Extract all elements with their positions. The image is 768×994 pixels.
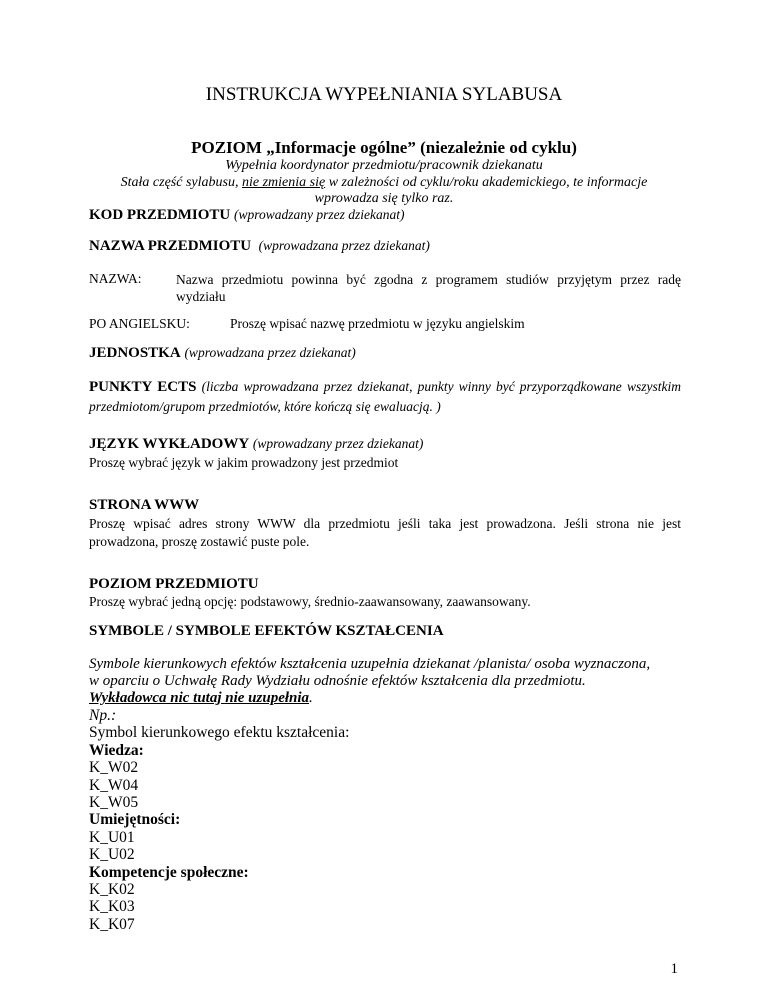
level-line-3: wprowadza się tylko raz. <box>314 191 454 206</box>
jednostka: JEDNOSTKA (wprowadzana przez dziekanat) <box>89 345 356 361</box>
page-title: INSTRUKCJA WYPEŁNIANIA SYLABUSA <box>205 84 563 105</box>
group-name: Wiedza: <box>89 741 144 759</box>
kod-przedmiotu: KOD PRZEDMIOTU (wprowadzany przez dziekanat) <box>89 207 405 223</box>
list-item: K_K02 <box>89 881 135 899</box>
strona-www: STRONA WWW <box>89 497 200 513</box>
group-name: Kompetencje społeczne: <box>89 863 249 881</box>
nazwa-label: NAZWA: <box>89 271 142 286</box>
symbole-line-3: Wykładowca nic tutaj nie uzupełnia. <box>89 690 313 706</box>
list-item: K_K07 <box>89 915 135 933</box>
list-item: K_W04 <box>89 776 139 794</box>
poziom-przedmiotu: POZIOM PRZEDMIOTU <box>89 576 259 592</box>
list-item: K_K03 <box>89 898 135 916</box>
angielski-desc: Proszę wpisać nazwę przedmiotu w języku angielskim <box>230 316 525 331</box>
list-item: K_W02 <box>89 759 139 777</box>
angielski-label: PO ANGIELSKU: <box>89 316 190 331</box>
page-number: 1 <box>670 961 678 977</box>
level-heading: POZIOM „Informacje ogólne” (niezależnie od cyklu) <box>191 138 577 157</box>
level-line-1: Wypełnia koordynator przedmiotu/pracownik dziekanatu <box>225 158 543 173</box>
symbole-line-2: w oparciu o Uchwałę Rady Wydziału odnośnie efektów kształcenia dla przedmiotu. <box>89 673 586 689</box>
jezyk-wykladowy: JĘZYK WYKŁADOWY (wprowadzany przez dziekanat) <box>89 436 424 452</box>
level-underlined: nie zmienia się <box>241 175 326 190</box>
nazwa-desc: Nazwa przedmiotu powinna być zgodna z programem studiów przyjętym przez radę wydziału <box>176 272 681 304</box>
symbol-label: Symbol kierunkowego efektu kształcenia: <box>89 724 350 742</box>
level-line-2: Stała część sylabusu, nie zmienia się w zależności od cyklu/roku akademickiego, te informacje <box>120 175 648 190</box>
punkty-ects: PUNKTY ECTS (liczba wprowadzana przez dziekanat, punkty winny być przyporządkowane wszystkim przedmiotom/grupom przedmiotów, które kończą się ewaluacją. ) <box>89 379 682 414</box>
list-item: K_U01 <box>89 828 135 846</box>
nazwa-przedmiotu: NAZWA PRZEDMIOTU (wprowadzana przez dziekanat) <box>89 238 430 254</box>
poziom-desc: Proszę wybrać jedną opcję: podstawowy, średnio-zaawansowany, zaawansowany. <box>89 594 531 609</box>
symbole-line-1: Symbole kierunkowych efektów kształcenia uzupełnia dziekanat /planista/ osoba wyznaczona, <box>89 656 651 672</box>
group-name: Umiejętności: <box>89 811 181 829</box>
efekty-list <box>89 707 349 933</box>
strona-www-desc: Proszę wpisać adres strony WWW dla przedmiotu jeśli taka jest prowadzona. Jeśli strona nie jest prowadzona, proszę zostawić puste pole. <box>89 516 681 549</box>
jezyk-desc: Proszę wybrać język w jakim prowadzony jest przedmiot <box>89 455 399 470</box>
symbole-heading: SYMBOLE / SYMBOLE EFEKTÓW KSZTAŁCENIA <box>89 623 444 639</box>
list-item: K_W05 <box>89 794 139 812</box>
list-item: K_U02 <box>89 846 135 864</box>
np-label: Np.: <box>89 707 117 724</box>
